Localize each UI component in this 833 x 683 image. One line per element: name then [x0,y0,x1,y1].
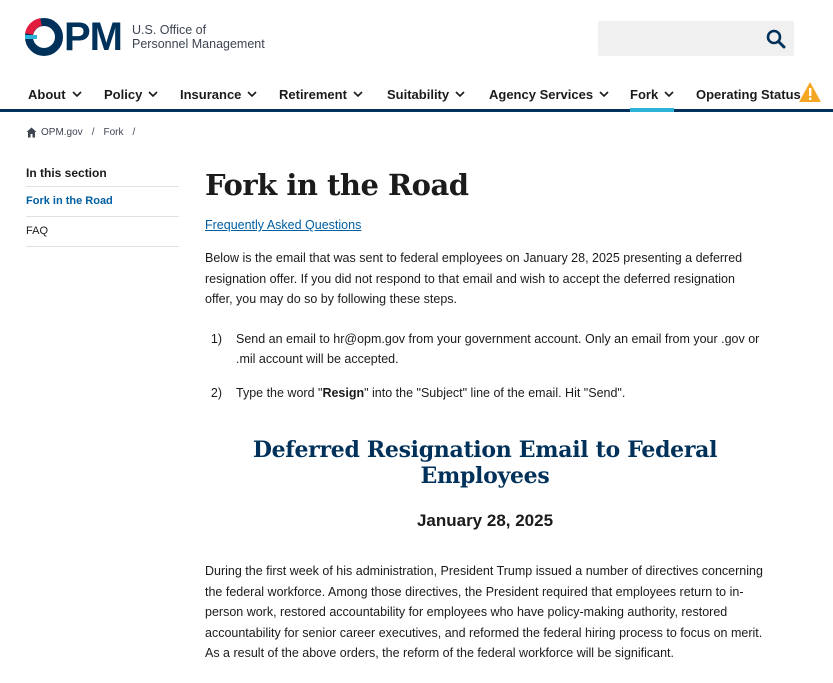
step-text-bold: Resign [322,385,365,400]
logo-mark [25,15,122,59]
sidebar-title: In this section [26,164,179,187]
nav-item-suitability[interactable] [387,83,465,105]
body-paragraph: During the first week of his administration, President Trump issued a number of directives concerning the federal workforce. Among those directives, the President required that employees return to in-person work, restored accountability for employees who have policy-making authority, restored accountability for senior career executives, and reformed the federal hiring process to focus on merit. As a result of the above orders, the reform of the federal workforce will be significant. [205,564,763,660]
search-input[interactable] [598,21,794,56]
nav-label: Policy [104,86,143,102]
warning-icon[interactable] [798,81,822,103]
opm-logo[interactable] [25,15,265,59]
sidebar-item-faq[interactable]: FAQ [26,217,179,247]
nav-label: Agency Services [489,86,594,102]
breadcrumb [26,127,144,138]
list-item [205,329,765,370]
chevron-down-icon [599,91,609,98]
step-text-after: " into the "Subject" line of the email. Hit "Send". [364,385,626,400]
breadcrumb-current[interactable]: Fork [103,127,124,138]
chevron-down-icon [247,91,257,98]
steps-list [205,329,765,404]
sidebar-item-fork-in-the-road[interactable]: Fork in the Road [26,187,179,217]
step-number: 2) [210,385,222,400]
nav-item-operating-status[interactable] [696,83,801,105]
nav-label: Retirement [279,86,347,102]
chevron-down-icon [72,91,82,98]
agency-line2: Personnel Management [132,37,265,51]
agency-name [132,23,265,51]
nav-label: Insurance [180,86,242,102]
chevron-down-icon [353,91,363,98]
step-text-before: Type the word " [236,385,323,400]
chevron-down-icon [148,91,158,98]
agency-line1: U.S. Office of [132,23,207,37]
chevron-down-icon [664,91,674,98]
nav-item-retirement[interactable] [279,83,363,105]
nav-item-fork[interactable] [630,83,674,105]
email-heading: Deferred Resignation Email to Federal Employees [252,437,718,489]
breadcrumb-home[interactable]: OPM.gov [41,127,83,138]
logo-letters-pm: PM [64,15,122,59]
nav-label: About [28,86,66,102]
step-number: 1) [210,331,222,346]
section-sidebar [26,164,179,247]
page-title: Fork in the Road [205,168,469,202]
breadcrumb-separator: / [91,127,95,138]
nav-item-insurance[interactable] [180,83,257,105]
main-nav [0,78,833,112]
step-text [236,383,625,404]
list-item [205,383,765,404]
step-text: Send an email to hr@opm.gov from your government account. Only an email from your .gov or .mil account will be accepted. [236,331,760,366]
search-icon[interactable] [766,29,786,49]
chevron-down-icon [455,91,465,98]
breadcrumb-separator: / [132,127,136,138]
opm-logo-icon [25,18,63,56]
nav-label: Suitability [387,86,450,102]
nav-item-policy[interactable] [104,83,158,105]
main-content [205,168,765,664]
nav-label: Fork [630,86,659,102]
intro-paragraph: Below is the email that was sent to federal employees on January 28, 2025 presenting a deferred resignation offer. If you did not respond to that email and wish to accept the deferred resignation offer, you may do so by following these steps. [205,251,743,306]
home-icon [26,127,37,138]
site-header [0,0,833,78]
nav-item-agency-services[interactable] [489,83,609,105]
nav-label: Operating Status [696,86,801,102]
email-date: January 28, 2025 [416,511,554,530]
nav-item-about[interactable] [28,83,82,105]
faq-link[interactable]: Frequently Asked Questions [205,218,362,232]
